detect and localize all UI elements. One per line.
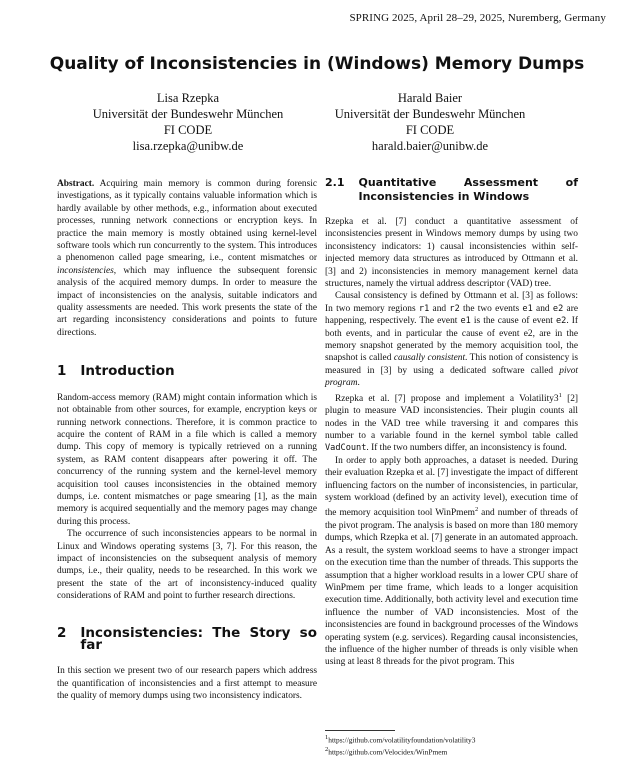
subsection-number: 2.1 bbox=[325, 176, 345, 189]
left-column bbox=[57, 178, 317, 703]
paper-title: Quality of Inconsistencies in (Windows) Memory Dumps bbox=[49, 54, 585, 74]
author-block bbox=[58, 90, 318, 154]
footnotes bbox=[325, 733, 578, 758]
author-group: FI CODE bbox=[163, 123, 213, 137]
paragraph: Rzepka et al. [7] propose and implement a $Volatility3^1$ [2] plugin to measure VAD inconsistencies. Their plugin counts all nodes in the VAD tree while traversing it and compares this number to a variable found in the kernel symbol table called VadCount. If the two numbers differ, an inconsistency is found. bbox=[325, 391, 579, 454]
author-email: harald.baier@unibw.de bbox=[371, 139, 489, 153]
paragraph: In this section we present two of our research papers which address the quantification of inconsistencies and a first attempt to measure the quality of memory dumps using two inconsistency indicators. bbox=[57, 666, 317, 702]
author-name: Lisa Rzepka bbox=[156, 91, 220, 105]
paragraph: The occurrence of such inconsistencies appears to be normal in Linux and Windows operating systems [3, 7]. For this reason, the impact of inconsistencies on the subsequent analysis of memory dumps, i.e., their quality, needs to be researched. In this work we present the state of the art of inconsistency-induced quality considerations of RAM and point to further research directions. bbox=[57, 529, 317, 602]
subsection-title: Quantitative Assessment of Inconsistencies in Windows bbox=[358, 176, 578, 203]
author-group: FI CODE bbox=[405, 123, 455, 137]
footnote-rule bbox=[325, 730, 395, 731]
section-heading bbox=[57, 363, 317, 380]
right-column bbox=[325, 176, 578, 669]
abstract: Abstract. Acquiring main memory is common during forensic investigations, as it typically contains valuable information which is hardly available by other methods, e.g., information about executed processes, running network connections or encryption keys. In practice the main memory is mostly obtained using kernel-level software tools which run concurrently to the system. This introduces a phenomenon called page smearing, i.e., content mismatches or inconsistencies, which may influence the subsequent forensic analysis of the acquired memory dumps. In order to measure the impact of inconsistencies on the analysis, suitable indicators and quality assessments are needed. This work presents the state of the art regarding inconsistency considerations and points to future directions. bbox=[57, 179, 317, 338]
subsection-heading bbox=[325, 176, 578, 204]
paragraph: Random-access memory (RAM) might contain information which is not obtainable from other sources, for example, encryption keys or running network connections. Therefore, it is common practice to acquire the content of RAM in a file which is called a memory dump. This copy of memory is typically retrieved on a running system, as RAM content disappears after powering it off. The concurrency of the running system and the kernel-level memory acquisition tool causes inconsistencies in the obtained memory dumps, i.e. content mismatches or page smearing [1], as the main memory is acquired sequentially and the memory pages may change during this process. bbox=[57, 392, 317, 527]
abstract-label: Abstract. bbox=[57, 179, 95, 189]
author-affiliation: Universität der Bundeswehr München bbox=[334, 107, 526, 121]
author-email: lisa.rzepka@unibw.de bbox=[132, 139, 244, 153]
section-number: 1 bbox=[57, 363, 67, 380]
paragraph: Rzepka et al. [7] conduct a quantitative assessment of inconsistencies present in Windows memory dumps by using two inconsistency indicators: 1) causal inconsistencies within self-injected memory data structures as introduced by Ottmann et al. [3] and 2) inconsistencies in memory management kernel data structures, namely the virtual address descriptor (VAD) tree. bbox=[325, 217, 578, 290]
author-name: Harald Baier bbox=[397, 91, 463, 105]
author-block bbox=[300, 90, 560, 154]
author-affiliation: Universität der Bundeswehr München bbox=[92, 107, 284, 121]
footnote-marker: 2 bbox=[474, 506, 479, 514]
section-heading bbox=[57, 624, 317, 653]
footnote: $^2$https://github.com/Velocidex/WinPmem bbox=[325, 746, 448, 757]
paragraph: In order to apply both approaches, a dataset is needed. During their evaluation Rzepka et al. [7] investigate the impact of different influencing factors on the number of inconsistencies, in particular, system workload (defined by an activity level), execution time of the memory acquisition tool WinPmem$^2$ and number of threads of the pivot program. The analysis is based on more than 180 memory dumps, which Rzepka et al. [7] generate in an automated approach. As a result, the system workload seems to have a stronger impact on the execution time than the number of threads. This supports the assumption that a higher workload results in a lower CPU share of WinPmem per time frame, which leads to a longer acquisition execution time. Additionally, both activity level and execution time influence the number of VAD inconsistencies. Most of the inconsistencies are found in background processes of the Windows operating system (e.g. services). Regarding causal inconsistencies, the influence of the higher number of threads is only visible when using at least 8 threads for the pivot program. This bbox=[325, 455, 578, 668]
paragraph: Causal consistency is defined by Ottmann et al. [3] as follows: In two memory regions r1 and r2 the two events e1 and e2 are happening, respectively. The event e1 is the cause of event e2. If both events, and in particular the cause of event e2, are in the memory snapshot generated by the memory acquisition tool, the snapshot is called causally consistent. This notion of consistency is measured in [3] by using a dedicated software called pivot program. bbox=[325, 291, 578, 389]
section-title: Inconsistencies: The Story so far bbox=[80, 624, 317, 653]
section-number: 2 bbox=[57, 624, 67, 641]
running-header: SPRING 2025, April 28–29, 2025, Nuremberg, Germany bbox=[349, 12, 606, 24]
footnote-marker: 1 bbox=[558, 391, 562, 399]
footnote: $^1$https://github.com/volatilityfoundation/volatility3 bbox=[325, 734, 476, 745]
section-title: Introduction bbox=[80, 363, 175, 380]
